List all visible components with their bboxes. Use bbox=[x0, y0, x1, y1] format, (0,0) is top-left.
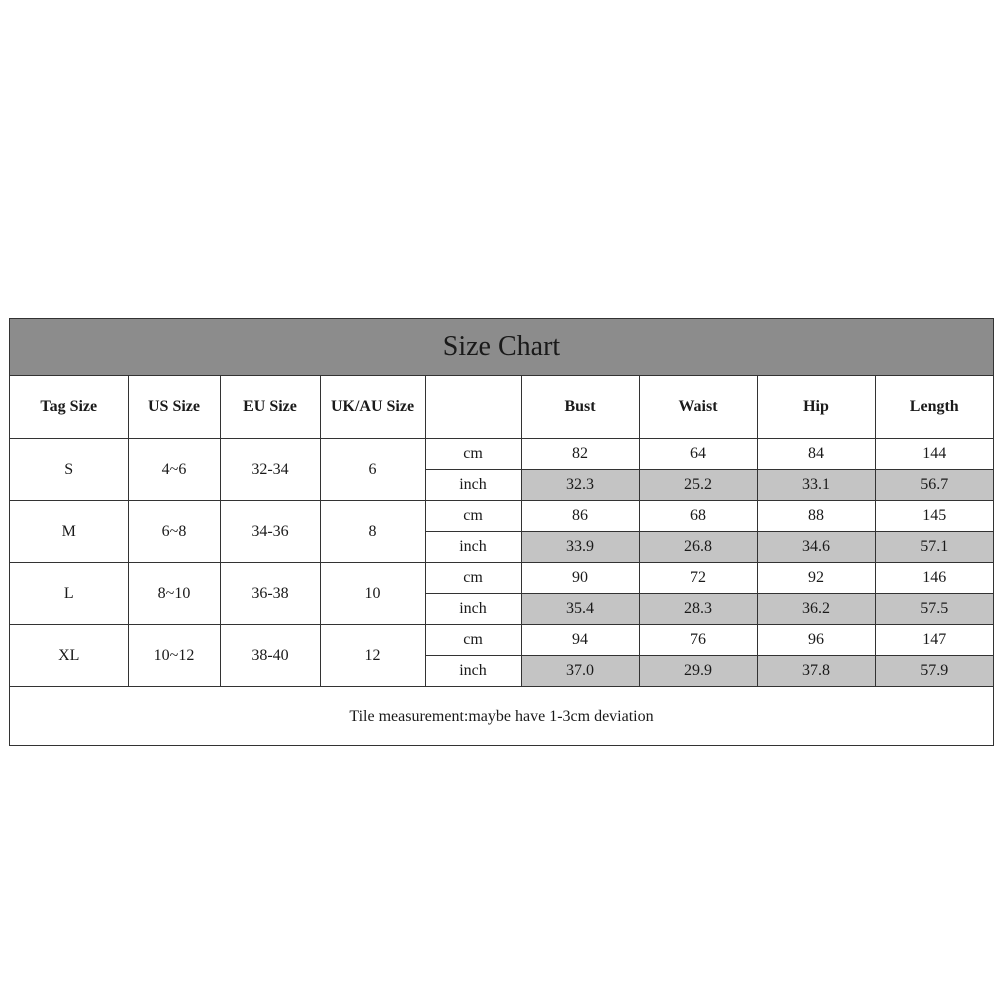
tag-size-cell: S bbox=[10, 439, 128, 501]
us-size-cell: 8~10 bbox=[128, 563, 220, 625]
size-chart bbox=[9, 318, 994, 746]
tag-size-cell: M bbox=[10, 501, 128, 563]
header-unit bbox=[425, 376, 521, 439]
header-us-size: US Size bbox=[128, 376, 220, 439]
hip-cm-cell: 88 bbox=[757, 501, 875, 532]
chart-title: Size Chart bbox=[10, 319, 993, 376]
hip-cm-cell: 96 bbox=[757, 625, 875, 656]
table-row bbox=[10, 625, 993, 656]
length-inch-cell: 57.1 bbox=[875, 532, 993, 563]
table-row bbox=[10, 439, 993, 470]
waist-cm-cell: 76 bbox=[639, 625, 757, 656]
length-cm-cell: 145 bbox=[875, 501, 993, 532]
size-table bbox=[10, 376, 993, 687]
waist-inch-cell: 29.9 bbox=[639, 656, 757, 687]
us-size-cell: 10~12 bbox=[128, 625, 220, 687]
bust-inch-cell: 33.9 bbox=[521, 532, 639, 563]
hip-cm-cell: 84 bbox=[757, 439, 875, 470]
hip-cm-cell: 92 bbox=[757, 563, 875, 594]
waist-cm-cell: 72 bbox=[639, 563, 757, 594]
hip-inch-cell: 34.6 bbox=[757, 532, 875, 563]
hip-inch-cell: 33.1 bbox=[757, 470, 875, 501]
unit-cell: cm bbox=[425, 439, 521, 470]
header-length: Length bbox=[875, 376, 993, 439]
ukau-size-cell: 12 bbox=[320, 625, 425, 687]
header-eu-size: EU Size bbox=[220, 376, 320, 439]
bust-inch-cell: 37.0 bbox=[521, 656, 639, 687]
waist-cm-cell: 64 bbox=[639, 439, 757, 470]
table-row bbox=[10, 563, 993, 594]
header-row bbox=[10, 376, 993, 439]
eu-size-cell: 38-40 bbox=[220, 625, 320, 687]
header-tag-size: Tag Size bbox=[10, 376, 128, 439]
waist-inch-cell: 25.2 bbox=[639, 470, 757, 501]
bust-cm-cell: 90 bbox=[521, 563, 639, 594]
bust-cm-cell: 82 bbox=[521, 439, 639, 470]
length-inch-cell: 57.5 bbox=[875, 594, 993, 625]
header-waist: Waist bbox=[639, 376, 757, 439]
bust-inch-cell: 35.4 bbox=[521, 594, 639, 625]
hip-inch-cell: 36.2 bbox=[757, 594, 875, 625]
tag-size-cell: L bbox=[10, 563, 128, 625]
unit-cell: inch bbox=[425, 594, 521, 625]
bust-cm-cell: 86 bbox=[521, 501, 639, 532]
unit-cell: cm bbox=[425, 501, 521, 532]
bust-cm-cell: 94 bbox=[521, 625, 639, 656]
unit-cell: cm bbox=[425, 563, 521, 594]
ukau-size-cell: 10 bbox=[320, 563, 425, 625]
table-row bbox=[10, 501, 993, 532]
length-cm-cell: 146 bbox=[875, 563, 993, 594]
waist-inch-cell: 28.3 bbox=[639, 594, 757, 625]
waist-cm-cell: 68 bbox=[639, 501, 757, 532]
ukau-size-cell: 8 bbox=[320, 501, 425, 563]
header-ukau-size: UK/AU Size bbox=[320, 376, 425, 439]
length-inch-cell: 56.7 bbox=[875, 470, 993, 501]
length-inch-cell: 57.9 bbox=[875, 656, 993, 687]
measurement-note: Tile measurement:maybe have 1-3cm deviation bbox=[349, 708, 654, 725]
ukau-size-cell: 6 bbox=[320, 439, 425, 501]
header-hip: Hip bbox=[757, 376, 875, 439]
hip-inch-cell: 37.8 bbox=[757, 656, 875, 687]
eu-size-cell: 34-36 bbox=[220, 501, 320, 563]
header-bust: Bust bbox=[521, 376, 639, 439]
unit-cell: inch bbox=[425, 656, 521, 687]
length-cm-cell: 144 bbox=[875, 439, 993, 470]
bust-inch-cell: 32.3 bbox=[521, 470, 639, 501]
tag-size-cell: XL bbox=[10, 625, 128, 687]
unit-cell: cm bbox=[425, 625, 521, 656]
unit-cell: inch bbox=[425, 532, 521, 563]
waist-inch-cell: 26.8 bbox=[639, 532, 757, 563]
us-size-cell: 4~6 bbox=[128, 439, 220, 501]
eu-size-cell: 32-34 bbox=[220, 439, 320, 501]
unit-cell: inch bbox=[425, 470, 521, 501]
length-cm-cell: 147 bbox=[875, 625, 993, 656]
eu-size-cell: 36-38 bbox=[220, 563, 320, 625]
us-size-cell: 6~8 bbox=[128, 501, 220, 563]
